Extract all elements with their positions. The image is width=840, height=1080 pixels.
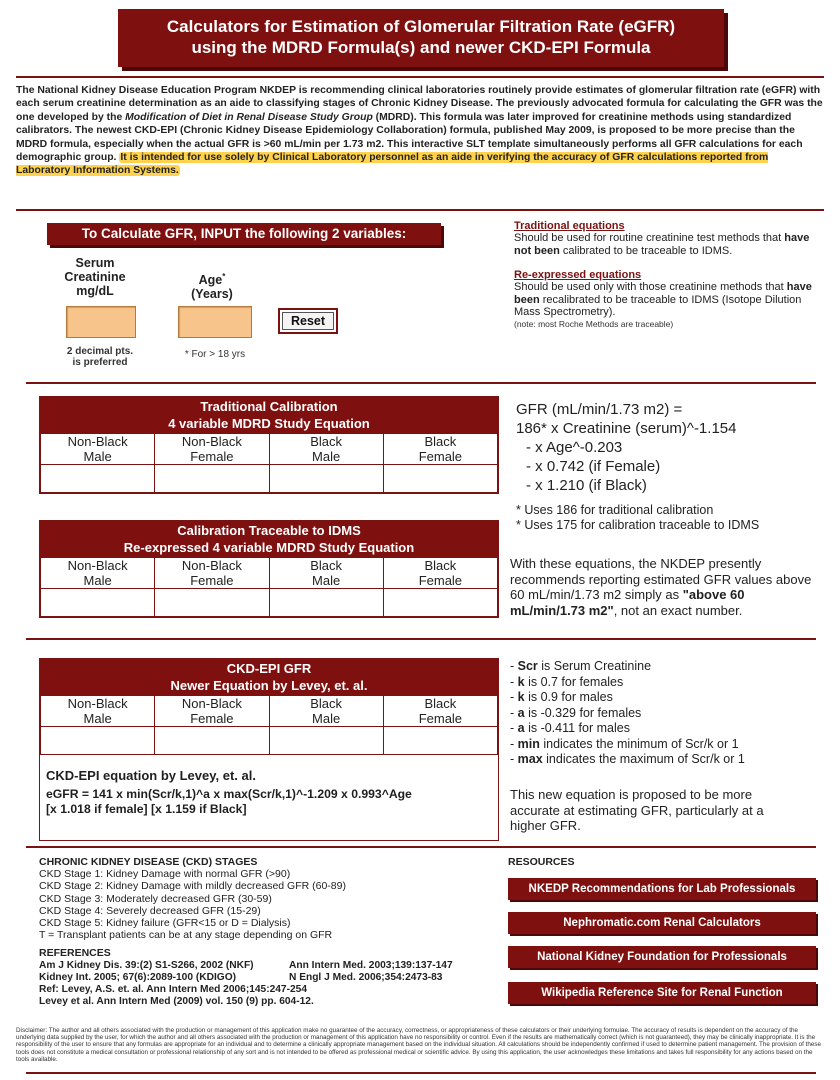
idms-calc-table — [39, 520, 499, 618]
traditional-heading: Traditional equations — [514, 220, 625, 232]
legend-term: min — [517, 736, 540, 751]
col-label: Female — [418, 449, 463, 464]
age-label — [172, 270, 252, 301]
legend-desc: indicates the minimum of Scr/k or 1 — [539, 736, 739, 751]
reexpressed-text-a: Should be used only with those creatinine methods that — [514, 281, 787, 293]
col-nonblack-female — [155, 558, 269, 589]
reference: Ref: Levey, A.S. et. al. Ann Intern Med 2006;145:247-254 — [39, 983, 307, 995]
mdrd-calibration-notes — [516, 503, 816, 533]
mdrd-equation-line: 186* x Creatinine (serum)^-1.154 — [516, 420, 737, 437]
reexpressed-text — [514, 281, 814, 319]
age-label-text: Age — [198, 273, 223, 288]
col-black-male — [269, 434, 383, 465]
legend-term: a — [517, 705, 525, 720]
resource-link-wikipedia[interactable]: Wikipedia Reference Site for Renal Function — [508, 982, 816, 1004]
col-label: Non-Black — [67, 558, 128, 573]
ckd-stage-item: CKD Stage 3: Moderately decreased GFR (30-59) — [39, 892, 272, 905]
col-nonblack-female — [155, 434, 269, 465]
col-black-female — [383, 558, 497, 589]
result-black-male — [269, 589, 383, 617]
mdrd-note: * Uses 186 for traditional calibration — [516, 503, 714, 517]
col-label: Non-Black — [67, 434, 128, 449]
creatinine-input-box — [66, 306, 136, 338]
col-label: Male — [83, 711, 112, 726]
reexpressed-heading: Re-expressed equations — [514, 269, 642, 281]
references-heading: REFERENCES — [39, 947, 111, 960]
idms-header-line2: Re-expressed 4 variable MDRD Study Equation — [123, 540, 415, 555]
legend-dash: - — [510, 659, 518, 673]
col-nonblack-male — [41, 696, 155, 727]
mdrd-equation-line: GFR (mL/min/1.73 m2) = — [516, 401, 683, 418]
resource-link-nkf[interactable]: National Kidney Foundation for Professionals — [508, 946, 816, 968]
traditional-table-header — [40, 397, 498, 433]
result-nonblack-male — [41, 465, 155, 493]
legend-item — [510, 690, 816, 706]
legend-term: k — [517, 674, 525, 689]
creatinine-label-line: mg/dL — [76, 284, 114, 298]
references-list — [39, 960, 499, 1008]
col-label: Male — [83, 573, 112, 588]
creatinine-label — [55, 256, 135, 298]
recommend-text-a: With these equations, the NKDEP presently recommends reporting estimated GFR values above 60 mL/min/1.73 m2 simply as — [510, 556, 812, 602]
col-black-female — [383, 434, 497, 465]
age-units: (Years) — [191, 287, 233, 302]
mdrd-equation — [516, 400, 816, 495]
legend-term: Scr — [517, 659, 538, 673]
col-label: Non-Black — [181, 558, 242, 573]
ckdepi-equation-line1: eGFR = 141 x min(Scr/k,1)^a x max(Scr/k,1)^-1.209 x 0.993^Age — [46, 787, 412, 801]
ckdepi-legend — [510, 659, 816, 768]
ckdepi-summary: This new equation is proposed to be more accurate at estimating GFR, particularly at a higher GFR. — [510, 787, 764, 833]
legend-item — [510, 737, 816, 753]
resources-heading: RESOURCES — [508, 856, 575, 868]
reference-row — [39, 960, 499, 972]
ckdepi-table-header — [40, 659, 498, 695]
divider — [16, 209, 824, 211]
input-panel-header: To Calculate GFR, INPUT the following 2 variables: — [47, 223, 441, 245]
result-nonblack-male — [41, 727, 155, 755]
col-label: Non-Black — [181, 696, 242, 711]
recommend-text-bold: "above 60 mL/min/1.73 m2" — [510, 587, 745, 618]
creatinine-note-line: 2 decimal pts. — [66, 346, 134, 357]
col-label: Female — [418, 711, 463, 726]
mdrd-equation-line: - x 1.210 (if Black) — [526, 477, 647, 494]
ckdepi-header-line2: Newer Equation by Levey, et. al. — [170, 678, 368, 693]
intro-highlight: It is intended for use solely by Clinical Laboratory personnel as an aide in verifying the accuracy of GFR calculations reported from Laboratory Information Systems. — [16, 152, 769, 177]
reexpressed-text-bold: have been — [514, 281, 812, 306]
result-nonblack-female — [155, 465, 269, 493]
intro-text-1: The National Kidney Disease Education Program NKDEP is recommending clinical laboratories routinely provide estimates of glomerular filtration rate (eGFR) with each serum creatinine determination as an aide to classifying stages of Chronic Kidney Disease. The previously advocated formula for calculating the GFR was the one developed by the — [16, 85, 823, 123]
traditional-text-a: Should be used for routine creatinine test methods that — [514, 232, 785, 244]
reference: Am J Kidney Dis. 39:(2) S1-S266, 2002 (NKF) — [39, 959, 254, 971]
creatinine-label-line: Creatinine — [64, 270, 126, 284]
creatinine-input[interactable] — [67, 307, 135, 337]
divider — [16, 76, 824, 78]
col-label: Black — [310, 558, 343, 573]
result-nonblack-female — [155, 589, 269, 617]
legend-term: max — [517, 752, 543, 766]
ckd-stage-item: T = Transplant patients can be at any stage depending on GFR — [39, 929, 333, 942]
col-label: Female — [418, 573, 463, 588]
col-label: Black — [424, 558, 457, 573]
ckdepi-equation-title: CKD-EPI equation by Levey, et. al. — [46, 768, 256, 783]
ckdepi-equation-line2: [x 1.018 if female] [x 1.159 if Black] — [46, 802, 247, 816]
mdrd-equation-line: - x Age^-0.203 — [526, 439, 623, 456]
legend-desc: is 0.9 for males — [524, 690, 613, 704]
recommend-text-b: , not an exact number. — [613, 602, 743, 618]
resource-link-nkdep[interactable]: NKEDP Recommendations for Lab Professionals — [508, 878, 816, 900]
col-label: Female — [190, 711, 234, 726]
traditional-results-grid — [40, 433, 498, 493]
page-title-line1: Calculators for Estimation of Glomerular Filtration Rate (eGFR) — [166, 17, 676, 36]
ckd-stage-item: CKD Stage 2: Kidney Damage with mildly decreased GFR (60-89) — [39, 880, 346, 893]
creatinine-note-line: is preferred — [72, 357, 128, 368]
traditional-calc-table — [39, 396, 499, 494]
divider — [26, 846, 816, 848]
mdrd-equation-line: - x 0.742 (if Female) — [526, 458, 661, 475]
creatinine-label-line: Serum — [75, 256, 115, 270]
legend-term: a — [517, 721, 525, 735]
legend-desc: is -0.329 for females — [524, 705, 642, 720]
page-title-line2: using the MDRD Formula(s) and newer CKD-EPI Formula — [191, 38, 651, 57]
reexpressed-text-b: recalibrated to be traceable to IDMS (Isotope Dilution Mass Spectrometry). — [514, 293, 802, 318]
traditional-text — [514, 232, 814, 257]
age-input[interactable] — [179, 307, 251, 337]
traditional-header-line2: 4 variable MDRD Study Equation — [168, 416, 370, 431]
legend-dash: - — [510, 752, 518, 766]
ckdepi-results-grid — [40, 695, 498, 755]
legend-desc: is 0.7 for females — [524, 674, 624, 689]
result-black-female — [383, 589, 497, 617]
legend-dash: - — [510, 690, 518, 704]
page-title — [118, 9, 724, 67]
legend-item — [510, 659, 816, 675]
traditional-header-line1: Traditional Calibration — [200, 399, 338, 414]
result-nonblack-female — [155, 727, 269, 755]
idms-table-header — [40, 521, 498, 557]
col-nonblack-female — [155, 696, 269, 727]
legend-term: k — [517, 690, 525, 704]
divider — [26, 638, 816, 640]
col-nonblack-male — [41, 558, 155, 589]
col-label: Female — [190, 573, 234, 588]
col-label: Male — [83, 449, 112, 464]
col-label: Non-Black — [67, 696, 128, 711]
reset-button-frame — [278, 308, 338, 334]
idms-results-grid — [40, 557, 498, 617]
col-label: Male — [312, 573, 341, 588]
legend-item — [510, 675, 816, 691]
divider — [26, 1072, 816, 1074]
col-label: Male — [312, 711, 341, 726]
result-black-female — [383, 465, 497, 493]
legend-item — [510, 752, 816, 768]
col-label: Non-Black — [181, 434, 242, 449]
col-label: Female — [190, 449, 234, 464]
legend-item — [510, 721, 816, 737]
result-black-male — [269, 465, 383, 493]
col-label: Male — [312, 449, 341, 464]
col-label: Black — [310, 696, 343, 711]
ckd-stage-item: CKD Stage 1: Kidney Damage with normal GFR (>90) — [39, 868, 291, 881]
ckdepi-calc-table — [39, 658, 499, 841]
legend-desc: is -0.411 for males — [524, 721, 630, 735]
ckdepi-equation — [40, 755, 498, 817]
reference: Ann Intern Med. 2003;139:137-147 — [289, 959, 453, 971]
equation-notes — [514, 220, 814, 329]
ckd-stages — [39, 856, 499, 1008]
col-black-female — [383, 696, 497, 727]
intro-italic: Modification of Diet in Renal Disease Study Group — [125, 111, 373, 123]
col-black-male — [269, 558, 383, 589]
col-label: Black — [310, 434, 343, 449]
reference: Levey et al. Ann Intern Med (2009) vol. 150 (9) pp. 604-12. — [39, 995, 314, 1007]
ckd-stage-item: CKD Stage 5: Kidney failure (GFR<15 or D = Dialysis) — [39, 917, 291, 930]
divider — [26, 382, 816, 384]
creatinine-note — [55, 346, 145, 368]
reexpressed-small-note: (note: most Roche Methods are traceable) — [514, 318, 674, 329]
result-nonblack-male — [41, 589, 155, 617]
legend-item — [510, 706, 816, 722]
traditional-text-b: calibrated to be traceable to IDMS. — [559, 244, 733, 257]
intro-paragraph — [16, 84, 824, 178]
age-superscript: * — [222, 272, 226, 281]
reference-row — [39, 972, 499, 984]
legend-dash: - — [510, 705, 518, 720]
disclaimer: Disclaimer: The author and all others associated with the production or management of this application make no guarantee of the accuracy, correctness, or appropriateness of these calculators or their underlying formulae. The accuracy of results is dependent on the accuracy of the underlying data supplied by the user, for which the author and all others associated with the production or management of this application have no responsibility or control. Even if the results are mathematically correct (which is not guaranteed), they may be clinically inappropriate. It is the responsibility of the user to ensure that any formulas are appropriate for an individual and to determine a clinically appropriate management based on the individual situation. All calculations should be independently confirmed if used to determine patient management. The provision of these tools does not constitute a medical consultation or professional relationship of any sort and is not intended to be offered as professional medical or scientific advice. By using this application, the user acknowledges these limitations and takes full responsibility for any actions based on the tools available. — [16, 1027, 821, 1063]
reset-button[interactable]: Reset — [282, 312, 334, 330]
legend-dash: - — [510, 674, 518, 689]
legend-dash: - — [510, 721, 518, 735]
col-label: Black — [424, 696, 457, 711]
age-note: * For > 18 yrs — [184, 349, 246, 360]
age-input-box — [178, 306, 252, 338]
intro-text-2: (MDRD). This formula was later improved for creatinine methods using standardized calibrators. The newest CKD-EPI (Chronic Kidney Disease Epidemiology Collaboration) formula, published May 2009, is proposed to be more precise than the MDRD formula, especially when the actual GFR is >60 mL/min per 1.73 m2. This interactive SLT template simultaneously performs all GFR calculations for each demographic group. — [16, 111, 803, 164]
legend-desc: indicates the maximum of Scr/k or 1 — [542, 752, 745, 766]
ckd-stage-item: CKD Stage 4: Severely decreased GFR (15-29) — [39, 904, 261, 917]
ckd-stages-heading: CHRONIC KIDNEY DISEASE (CKD) STAGES — [39, 856, 258, 868]
nkdep-recommendation — [510, 556, 816, 618]
resource-link-nephromatic[interactable]: Nephromatic.com Renal Calculators — [508, 912, 816, 934]
result-black-female — [383, 727, 497, 755]
result-black-male — [269, 727, 383, 755]
legend-desc: is Serum Creatinine — [537, 659, 652, 673]
reference: N Engl J Med. 2006;354:2473-83 — [289, 971, 443, 983]
traditional-text-bold: have not been — [514, 232, 810, 257]
ckdepi-header-line1: CKD-EPI GFR — [226, 661, 312, 676]
reference: Kidney Int. 2005; 67(6):2089-100 (KDIGO) — [39, 971, 237, 983]
mdrd-note: * Uses 175 for calibration traceable to IDMS — [516, 518, 760, 532]
col-label: Black — [424, 434, 457, 449]
col-black-male — [269, 696, 383, 727]
legend-dash: - — [510, 736, 518, 751]
col-nonblack-male — [41, 434, 155, 465]
idms-header-line1: Calibration Traceable to IDMS — [177, 523, 361, 538]
